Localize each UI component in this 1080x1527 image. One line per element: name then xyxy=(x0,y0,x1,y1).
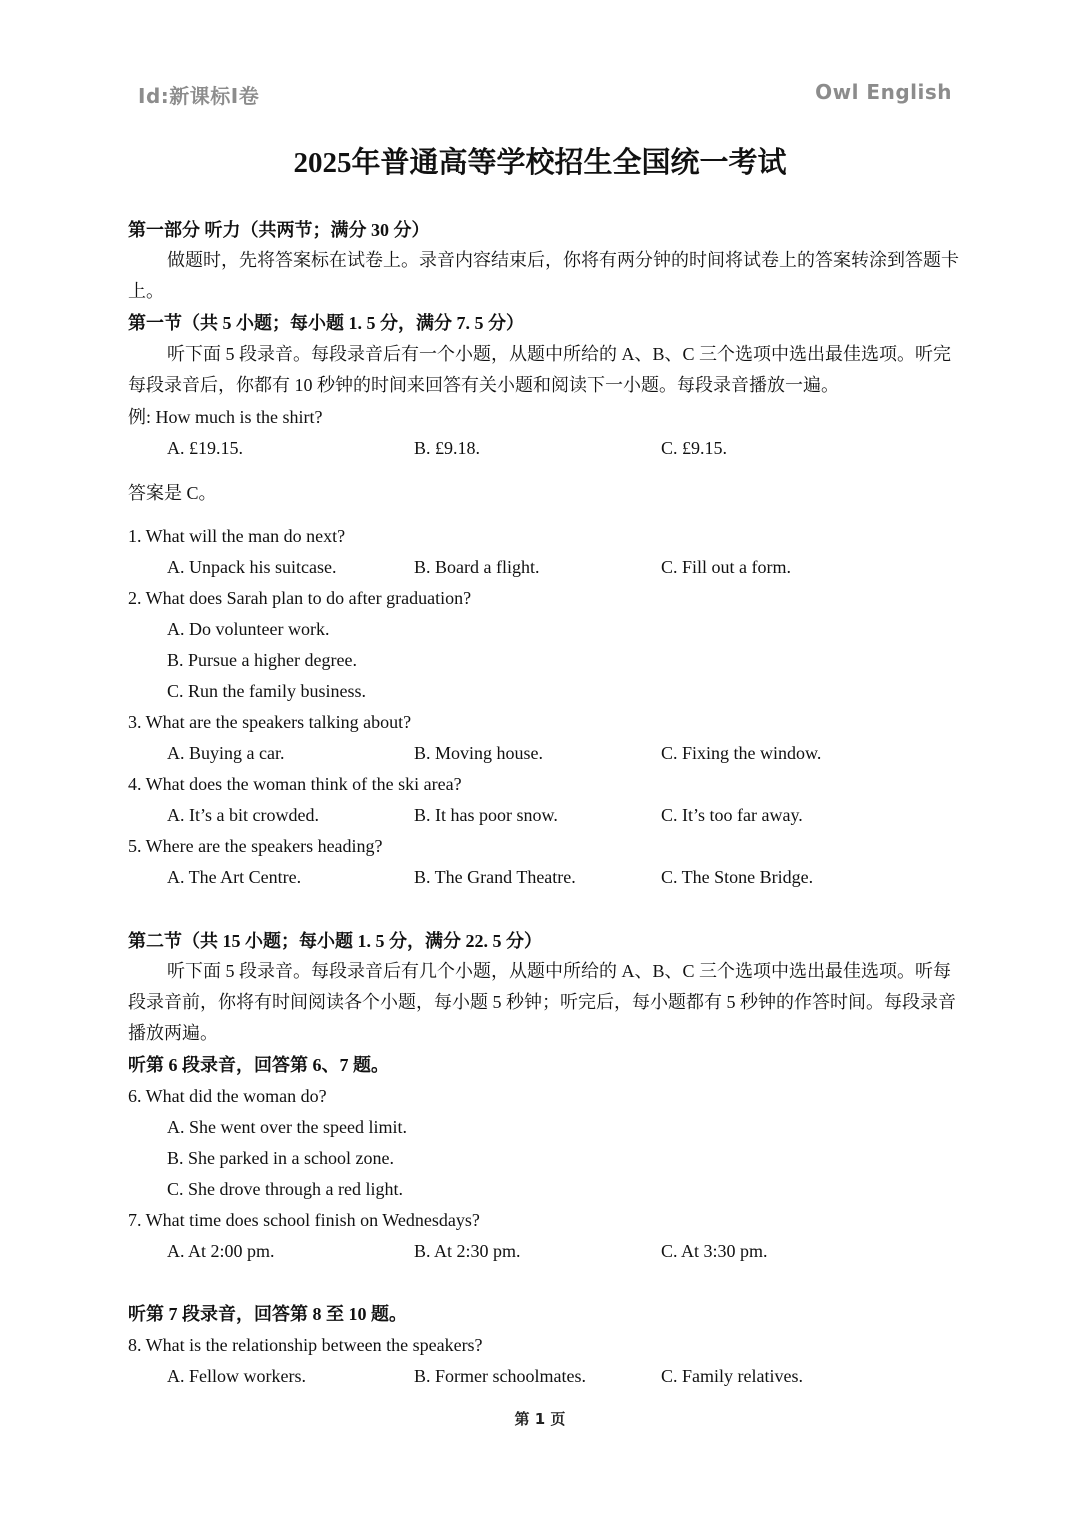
question-6: 6. What did the woman do? xyxy=(128,1086,327,1106)
header-id-label: Id:新课标I卷 xyxy=(138,84,260,108)
part1-heading: 第一部分 听力（共两节；满分 30 分） xyxy=(128,220,430,240)
q1-option-b: B. Board a flight. xyxy=(414,557,540,577)
q2-option-a: A. Do volunteer work. xyxy=(167,619,330,639)
page-number: 第 1 页 xyxy=(514,1410,566,1428)
q7-option-b: B. At 2:30 pm. xyxy=(414,1241,521,1261)
segment6-heading: 听第 6 段录音，回答第 6、7 题。 xyxy=(128,1055,389,1075)
q6-option-c: C. She drove through a red light. xyxy=(167,1179,403,1199)
q3-option-a: A. Buying a car. xyxy=(167,743,285,763)
exam-title: 2025年普通高等学校招生全国统一考试 xyxy=(293,147,787,179)
header-brand-label: Owl English xyxy=(815,80,952,104)
q4-option-a: A. It’s a bit crowded. xyxy=(167,805,319,825)
question-8: 8. What is the relationship between the speakers? xyxy=(128,1335,483,1355)
question-4: 4. What does the woman think of the ski area? xyxy=(128,774,462,794)
q8-option-a: A. Fellow workers. xyxy=(167,1366,306,1386)
part1-intro: 做题时，先将答案标在试卷上。录音内容结束后，你将有两分钟的时间将试卷上的答案转涂到答题卡上。 xyxy=(128,250,959,301)
question-1: 1. What will the man do next? xyxy=(128,526,346,546)
question-3: 3. What are the speakers talking about? xyxy=(128,712,412,732)
q5-option-b: B. The Grand Theatre. xyxy=(414,867,576,887)
q8-option-b: B. Former schoolmates. xyxy=(414,1366,586,1386)
question-2: 2. What does Sarah plan to do after graduation? xyxy=(128,588,472,608)
q7-option-c: C. At 3:30 pm. xyxy=(661,1241,768,1261)
example-option-a: A. £19.15. xyxy=(167,438,243,458)
q5-option-a: A. The Art Centre. xyxy=(167,867,302,887)
segment7-heading: 听第 7 段录音，回答第 8 至 10 题。 xyxy=(128,1304,407,1324)
q7-option-a: A. At 2:00 pm. xyxy=(167,1241,275,1261)
q5-option-c: C. The Stone Bridge. xyxy=(661,867,814,887)
question-5: 5. Where are the speakers heading? xyxy=(128,836,383,856)
example-option-b: B. £9.18. xyxy=(414,438,481,458)
q2-option-b: B. Pursue a higher degree. xyxy=(167,650,357,670)
q4-option-c: C. It’s too far away. xyxy=(661,805,803,825)
question-4-options xyxy=(0,802,1080,828)
q2-option-c: C. Run the family business. xyxy=(167,681,366,701)
example-question: 例: How much is the shirt? xyxy=(128,407,323,427)
section1-heading: 第一节（共 5 小题；每小题 1. 5 分，满分 7. 5 分） xyxy=(128,313,524,333)
q4-option-b: B. It has poor snow. xyxy=(414,805,558,825)
example-option-c: C. £9.15. xyxy=(661,438,728,458)
example-answer: 答案是 C。 xyxy=(128,483,217,503)
section2-intro: 听下面 5 段录音。每段录音后有几个小题，从题中所给的 A、B、C 三个选项中选出最佳选项。听每段录音前，你将有时间阅读各个小题，每小题 5 秒钟；听完后，每小题都有 5 秒钟的作答时间。每段录音播放两遍。 xyxy=(128,961,956,1043)
question-1-options xyxy=(0,554,1080,580)
question-5-options xyxy=(0,864,1080,890)
question-3-options xyxy=(0,740,1080,766)
example-options-row xyxy=(0,435,1080,461)
section1-intro: 听下面 5 段录音。每段录音后有一个小题，从题中所给的 A、B、C 三个选项中选出最佳选项。听完每段录音后，你都有 10 秒钟的时间来回答有关小题和阅读下一小题。每段录音播放一遍。 xyxy=(128,344,952,395)
q3-option-b: B. Moving house. xyxy=(414,743,544,763)
question-8-options xyxy=(0,1363,1080,1389)
q3-option-c: C. Fixing the window. xyxy=(661,743,822,763)
section2-heading: 第二节（共 15 小题；每小题 1. 5 分，满分 22. 5 分） xyxy=(128,931,542,951)
q8-option-c: C. Family relatives. xyxy=(661,1366,803,1386)
q1-option-c: C. Fill out a form. xyxy=(661,557,791,577)
question-7-options xyxy=(0,1238,1080,1264)
q1-option-a: A. Unpack his suitcase. xyxy=(167,557,337,577)
question-7: 7. What time does school finish on Wednesdays? xyxy=(128,1210,480,1230)
q6-option-b: B. She parked in a school zone. xyxy=(167,1148,394,1168)
q6-option-a: A. She went over the speed limit. xyxy=(167,1117,407,1137)
